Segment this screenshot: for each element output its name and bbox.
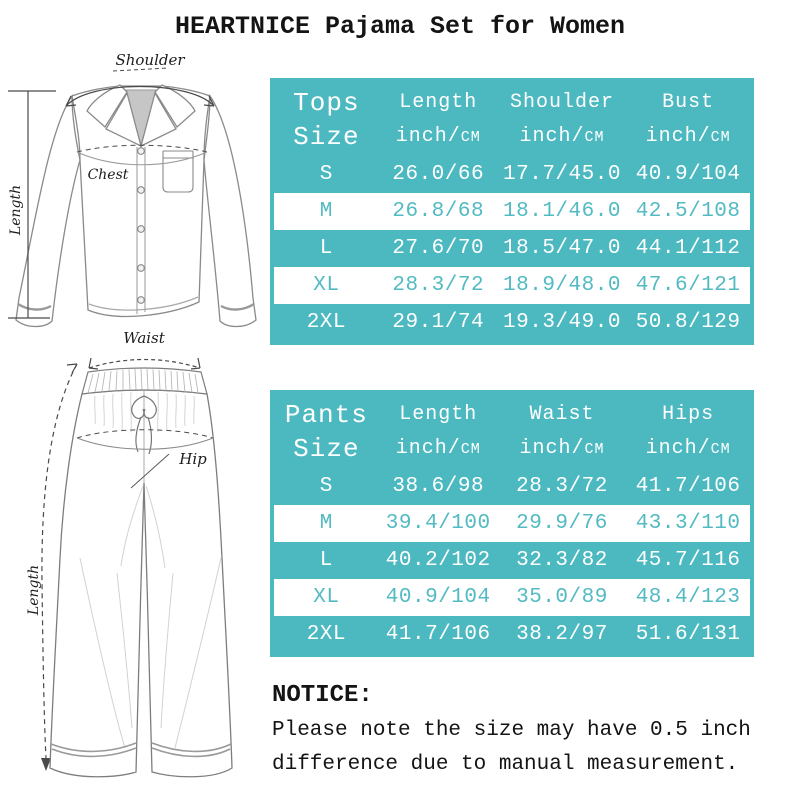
pants-outline bbox=[50, 390, 232, 777]
chest-label: Chest bbox=[87, 167, 129, 183]
tops-size-table bbox=[270, 78, 754, 345]
pants-header-size-column: Pants Size bbox=[284, 400, 368, 464]
tops-table-header bbox=[274, 82, 750, 156]
tops-header-bust-column: Bust inch/CM bbox=[645, 90, 731, 148]
pants-table-header bbox=[274, 394, 750, 468]
pants-table-row-2xl: 2XL 41.7/106 38.2/97 51.6/131 bbox=[274, 616, 750, 653]
tops-table-row-xl: XL 28.3/72 18.9/48.0 47.6/121 bbox=[274, 267, 750, 304]
waist-label: Waist bbox=[123, 329, 165, 347]
pants-table-row-s: S 38.6/98 28.3/72 41.7/106 bbox=[274, 468, 750, 505]
shoulder-label: Shoulder bbox=[115, 51, 185, 69]
tops-table-row-m: M 26.8/68 18.1/46.0 42.5/108 bbox=[274, 193, 750, 230]
pajama-top-diagram bbox=[0, 48, 270, 340]
tops-table-row-2xl: 2XL 29.1/74 19.3/49.0 50.8/129 bbox=[274, 304, 750, 341]
pants-length-label: Length bbox=[26, 564, 42, 616]
pants-table-row-m: M 39.4/100 29.9/76 43.3/110 bbox=[274, 505, 750, 542]
tops-header-length-column: Length inch/CM bbox=[395, 90, 481, 148]
pants-header-waist-column: Waist inch/CM bbox=[519, 402, 605, 460]
pants-waistband bbox=[82, 368, 207, 394]
tops-header-shoulder-column: Shoulder inch/CM bbox=[509, 90, 614, 148]
notice-line-2: difference due to manual measurement. bbox=[272, 753, 739, 776]
pants-table-row-l: L 40.2/102 32.3/82 45.7/116 bbox=[274, 542, 750, 579]
tops-table-row-l: L 27.6/70 18.5/47.0 44.1/112 bbox=[274, 230, 750, 267]
pajama-pants-diagram bbox=[25, 328, 255, 798]
pants-table-row-xl: XL 40.9/104 35.0/89 48.4/123 bbox=[274, 579, 750, 616]
tops-header-size-column: Tops Size bbox=[293, 88, 360, 152]
page-title: HEARTNICE Pajama Set for Women bbox=[174, 12, 626, 41]
top-length-label: Length bbox=[8, 184, 24, 236]
tops-table-row-s: S 26.0/66 17.7/45.0 40.9/104 bbox=[274, 156, 750, 193]
pants-header-length-column: Length inch/CM bbox=[395, 402, 481, 460]
notice-title: NOTICE: bbox=[272, 682, 373, 709]
notice-section bbox=[272, 678, 792, 782]
notice-line-1: Please note the size may have 0.5 inch bbox=[272, 719, 751, 742]
hip-label: Hip bbox=[179, 450, 207, 468]
shirt-pocket bbox=[163, 151, 193, 192]
pants-size-table bbox=[270, 390, 754, 657]
pants-header-hips-column: Hips inch/CM bbox=[645, 402, 731, 460]
waist-measure-arrow bbox=[89, 358, 200, 369]
